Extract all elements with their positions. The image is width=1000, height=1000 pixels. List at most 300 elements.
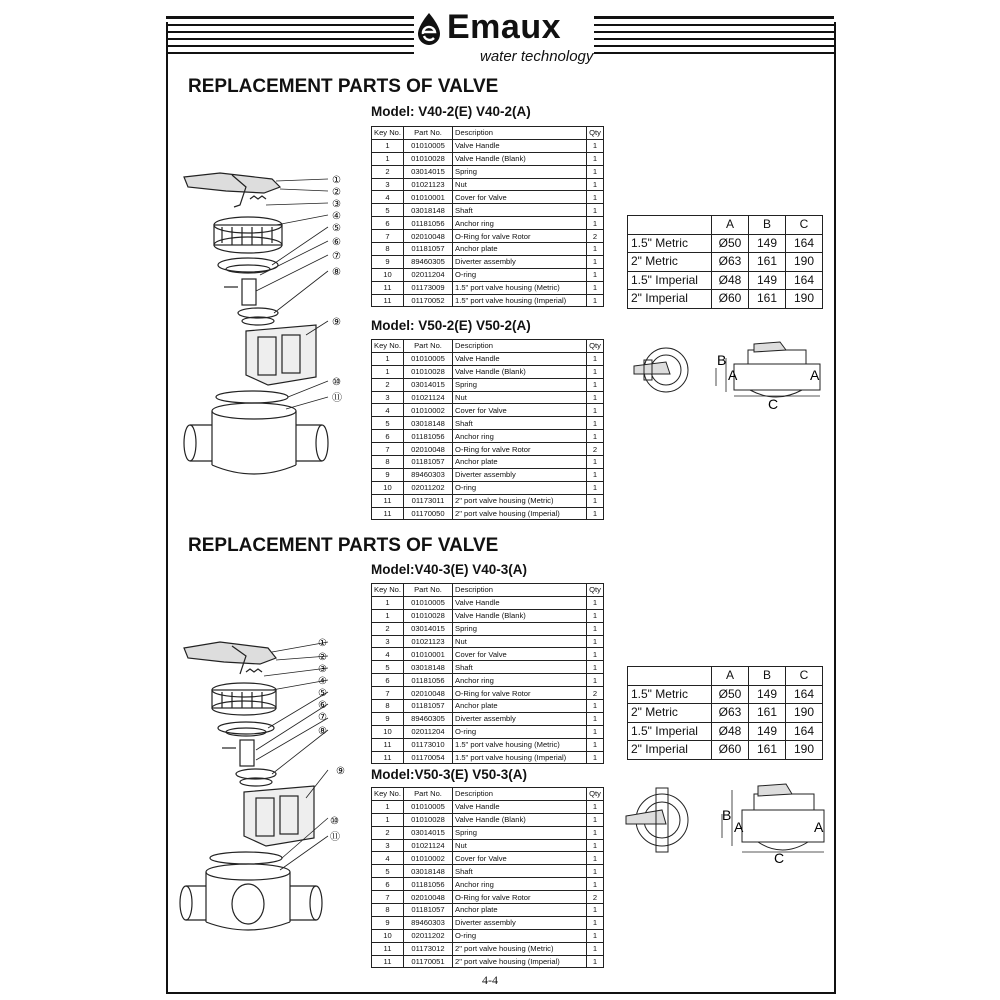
cell-qty: 1 [587, 404, 604, 417]
table-row [372, 674, 604, 687]
cell-part: 02011204 [404, 725, 453, 738]
cell-part: 02010048 [404, 687, 453, 700]
cell-key: 11 [372, 738, 404, 751]
table-row [372, 635, 604, 648]
cell-qty: 1 [587, 865, 604, 878]
dimension-cell-b: 161 [749, 253, 786, 272]
section-title: REPLACEMENT PARTS OF VALVE [188, 535, 499, 556]
table-row [372, 404, 604, 417]
cell-desc: Nut [453, 391, 587, 404]
cell-desc: Anchor plate [453, 456, 587, 469]
cell-qty: 1 [587, 243, 604, 256]
cell-part: 01010028 [404, 609, 453, 622]
cell-key: 8 [372, 904, 404, 917]
callout-3: ③ [332, 199, 341, 210]
cell-part: 01181057 [404, 700, 453, 713]
table-row [372, 443, 604, 456]
dimension-cell-a: Ø48 [712, 722, 749, 741]
callout-9: ⑨ [336, 766, 345, 777]
table-row [372, 661, 604, 674]
dimension-row [628, 685, 823, 704]
callout-11: ⑪ [332, 393, 342, 404]
table-row [372, 891, 604, 904]
cell-key: 9 [372, 255, 404, 268]
dimension-cell-label: 1.5" Metric [628, 685, 712, 704]
cell-key: 7 [372, 891, 404, 904]
cell-key: 2 [372, 622, 404, 635]
cell-desc: Diverter assembly [453, 255, 587, 268]
cell-part: 01170052 [404, 294, 453, 307]
callout-10: ⑩ [330, 816, 339, 827]
cell-qty: 1 [587, 281, 604, 294]
dimension-table [627, 666, 823, 760]
header-rule [594, 45, 834, 47]
cell-part: 01170054 [404, 751, 453, 764]
cell-key: 1 [372, 813, 404, 826]
cell-desc: O-ring [453, 929, 587, 942]
callout-6: ⑥ [318, 700, 327, 711]
cell-qty: 1 [587, 507, 604, 520]
cell-key: 11 [372, 942, 404, 955]
cell-desc: Anchor plate [453, 904, 587, 917]
cell-key: 1 [372, 139, 404, 152]
emaux-logo-icon [414, 10, 444, 46]
table-row [372, 865, 604, 878]
cell-qty: 1 [587, 942, 604, 955]
cell-qty: 1 [587, 700, 604, 713]
dimension-cell-b: 161 [749, 290, 786, 309]
cell-key: 4 [372, 648, 404, 661]
table-row [372, 456, 604, 469]
cell-qty: 1 [587, 255, 604, 268]
cell-desc: Diverter assembly [453, 712, 587, 725]
column-header-part: Part No. [404, 127, 453, 140]
cell-key: 5 [372, 661, 404, 674]
table-header-row [372, 340, 604, 353]
dimension-cell-a: Ø63 [712, 253, 749, 272]
callout-8: ⑧ [332, 267, 341, 278]
callout-1: ① [332, 175, 341, 186]
cell-part: 01010028 [404, 152, 453, 165]
cell-part: 03018148 [404, 204, 453, 217]
cell-key: 8 [372, 700, 404, 713]
dimension-cell-b: 149 [749, 685, 786, 704]
callout-4: ④ [318, 676, 327, 687]
table-row [372, 725, 604, 738]
cell-part: 89460303 [404, 916, 453, 929]
model-title: Model:V40-3(E) V40-3(A) [371, 562, 528, 577]
cell-key: 10 [372, 481, 404, 494]
exploded-view-2way-valve [176, 165, 366, 485]
callout-3: ③ [318, 664, 327, 675]
table-row [372, 826, 604, 839]
cell-desc: 2" port valve housing (Metric) [453, 494, 587, 507]
dimension-row [628, 271, 823, 290]
brand-name: Emaux [447, 8, 561, 46]
cell-part: 01010005 [404, 139, 453, 152]
cell-part: 01010002 [404, 852, 453, 865]
cell-key: 3 [372, 391, 404, 404]
cell-desc: 2" port valve housing (Metric) [453, 942, 587, 955]
cell-part: 01010028 [404, 365, 453, 378]
cell-desc: O-Ring for valve Rotor [453, 687, 587, 700]
cell-part: 01173012 [404, 942, 453, 955]
cell-desc: Valve Handle [453, 596, 587, 609]
cell-key: 11 [372, 294, 404, 307]
parts-table [371, 126, 604, 307]
cell-desc: Shaft [453, 417, 587, 430]
cell-qty: 1 [587, 955, 604, 968]
cell-desc: Cover for Valve [453, 852, 587, 865]
dimension-corner-cell [628, 667, 712, 686]
table-row [372, 700, 604, 713]
dimension-cell-label: 1.5" Imperial [628, 722, 712, 741]
dimension-cell-a: Ø63 [712, 704, 749, 723]
table-row [372, 738, 604, 751]
cell-qty: 2 [587, 230, 604, 243]
cell-desc: 1.5" port valve housing (Imperial) [453, 294, 587, 307]
table-row [372, 507, 604, 520]
table-row [372, 139, 604, 152]
column-header-key: Key No. [372, 340, 404, 353]
dimension-column-header: B [749, 667, 786, 686]
dimension-cell-a: Ø48 [712, 271, 749, 290]
cell-part: 01181056 [404, 217, 453, 230]
dimension-cell-label: 2" Metric [628, 704, 712, 723]
cell-key: 9 [372, 712, 404, 725]
cell-qty: 1 [587, 635, 604, 648]
cell-part: 03018148 [404, 661, 453, 674]
table-row [372, 294, 604, 307]
table-row [372, 165, 604, 178]
callout-4: ④ [332, 211, 341, 222]
dimension-cell-c: 190 [786, 741, 823, 760]
brand-tagline: water technology [480, 48, 594, 65]
cell-qty: 1 [587, 468, 604, 481]
dimension-cell-a: Ø50 [712, 234, 749, 253]
cell-qty: 1 [587, 800, 604, 813]
cell-part: 02011204 [404, 268, 453, 281]
cell-key: 6 [372, 217, 404, 230]
table-row [372, 916, 604, 929]
cell-qty: 1 [587, 494, 604, 507]
cell-desc: O-ring [453, 481, 587, 494]
table-row [372, 178, 604, 191]
header-rule [166, 45, 416, 47]
callout-7: ⑦ [332, 251, 341, 262]
cell-desc: Valve Handle (Blank) [453, 152, 587, 165]
cell-qty: 1 [587, 916, 604, 929]
cell-part: 01181057 [404, 456, 453, 469]
cell-qty: 1 [587, 904, 604, 917]
table-row [372, 813, 604, 826]
cell-qty: 1 [587, 826, 604, 839]
cell-part: 01021124 [404, 391, 453, 404]
table-row [372, 352, 604, 365]
cell-desc: Anchor plate [453, 243, 587, 256]
cell-desc: O-Ring for valve Rotor [453, 891, 587, 904]
cell-desc: Anchor ring [453, 217, 587, 230]
cell-desc: Nut [453, 839, 587, 852]
cell-key: 7 [372, 230, 404, 243]
cell-qty: 1 [587, 268, 604, 281]
table-header-row [372, 788, 604, 801]
cell-desc: 2" port valve housing (Imperial) [453, 955, 587, 968]
cell-desc: Valve Handle (Blank) [453, 813, 587, 826]
dimension-labels [722, 807, 824, 866]
dimension-column-header: A [712, 667, 749, 686]
table-row [372, 494, 604, 507]
cell-key: 9 [372, 468, 404, 481]
dimension-cell-label: 1.5" Metric [628, 234, 712, 253]
table-row [372, 839, 604, 852]
cell-qty: 1 [587, 352, 604, 365]
table-row [372, 281, 604, 294]
cell-part: 01010001 [404, 191, 453, 204]
exploded-view-3way-valve [176, 632, 366, 937]
cell-desc: O-ring [453, 725, 587, 738]
cell-key: 6 [372, 430, 404, 443]
table-row [372, 852, 604, 865]
table-row [372, 904, 604, 917]
cell-part: 01021123 [404, 635, 453, 648]
cell-key: 9 [372, 916, 404, 929]
cell-key: 7 [372, 443, 404, 456]
cell-part: 01010002 [404, 404, 453, 417]
cell-qty: 1 [587, 152, 604, 165]
cell-key: 10 [372, 725, 404, 738]
parts-table [371, 787, 604, 968]
column-header-qty: Qty [587, 127, 604, 140]
callout-labels [318, 638, 345, 843]
column-header-desc: Description [453, 127, 587, 140]
cell-desc: Shaft [453, 661, 587, 674]
cell-desc: Anchor plate [453, 700, 587, 713]
callout-2: ② [318, 652, 327, 663]
cell-part: 01173011 [404, 494, 453, 507]
dim-label-a: A [728, 367, 738, 383]
table-row [372, 687, 604, 700]
column-header-qty: Qty [587, 584, 604, 597]
cell-qty: 2 [587, 687, 604, 700]
dimension-cell-c: 164 [786, 685, 823, 704]
dimension-cell-label: 2" Imperial [628, 741, 712, 760]
dimension-cell-c: 190 [786, 704, 823, 723]
table-row [372, 230, 604, 243]
cell-part: 03018148 [404, 417, 453, 430]
callout-11: ⑪ [330, 832, 340, 843]
cell-desc: 1.5" port valve housing (Metric) [453, 281, 587, 294]
cell-part: 01021124 [404, 839, 453, 852]
cell-part: 03014015 [404, 165, 453, 178]
cell-part: 89460305 [404, 255, 453, 268]
cell-key: 5 [372, 865, 404, 878]
cell-qty: 1 [587, 204, 604, 217]
cell-part: 01173010 [404, 738, 453, 751]
cell-key: 6 [372, 674, 404, 687]
dimension-header-row [628, 667, 823, 686]
column-header-key: Key No. [372, 788, 404, 801]
cell-key: 10 [372, 929, 404, 942]
dimension-cell-label: 1.5" Imperial [628, 271, 712, 290]
column-header-qty: Qty [587, 788, 604, 801]
page-number: 4-4 [482, 973, 498, 987]
header-rule [166, 52, 416, 54]
model-title: Model: V40-2(E) V40-2(A) [371, 104, 531, 119]
cell-qty: 1 [587, 456, 604, 469]
cell-desc: Spring [453, 622, 587, 635]
cell-qty: 1 [587, 839, 604, 852]
cell-desc: Cover for Valve [453, 648, 587, 661]
cell-qty: 1 [587, 294, 604, 307]
dimension-column-header: C [786, 216, 823, 235]
cell-key: 8 [372, 243, 404, 256]
cell-part: 01010028 [404, 813, 453, 826]
table-row [372, 378, 604, 391]
callout-5: ⑤ [318, 688, 327, 699]
cell-key: 10 [372, 268, 404, 281]
cell-part: 01181057 [404, 243, 453, 256]
dimension-row [628, 722, 823, 741]
cell-qty: 1 [587, 391, 604, 404]
parts-table [371, 339, 604, 520]
table-row [372, 268, 604, 281]
cell-qty: 1 [587, 648, 604, 661]
cell-qty: 1 [587, 712, 604, 725]
column-header-part: Part No. [404, 788, 453, 801]
table-row [372, 955, 604, 968]
cell-key: 11 [372, 494, 404, 507]
column-header-part: Part No. [404, 584, 453, 597]
dimension-cell-c: 190 [786, 253, 823, 272]
dimension-cell-label: 2" Metric [628, 253, 712, 272]
column-header-key: Key No. [372, 127, 404, 140]
table-row [372, 430, 604, 443]
cell-key: 1 [372, 152, 404, 165]
dimension-cell-a: Ø60 [712, 290, 749, 309]
cell-key: 1 [372, 352, 404, 365]
cell-key: 4 [372, 191, 404, 204]
cell-part: 01181056 [404, 430, 453, 443]
cell-part: 01170050 [404, 507, 453, 520]
cell-desc: Nut [453, 635, 587, 648]
cell-part: 01181056 [404, 878, 453, 891]
cell-desc: Shaft [453, 865, 587, 878]
table-row [372, 942, 604, 955]
dimension-cell-b: 149 [749, 722, 786, 741]
cell-qty: 1 [587, 378, 604, 391]
table-row [372, 152, 604, 165]
cell-part: 01010005 [404, 352, 453, 365]
column-header-part: Part No. [404, 340, 453, 353]
header-rule [594, 52, 834, 54]
dimension-row [628, 253, 823, 272]
dimension-row [628, 704, 823, 723]
cell-part: 01010001 [404, 648, 453, 661]
dim-label-c: C [774, 850, 785, 866]
dimension-cell-c: 164 [786, 722, 823, 741]
cell-part: 89460303 [404, 468, 453, 481]
cell-part: 02010048 [404, 230, 453, 243]
cell-part: 89460305 [404, 712, 453, 725]
dim-label-a: A [814, 819, 824, 835]
cell-qty: 1 [587, 165, 604, 178]
cell-desc: Shaft [453, 204, 587, 217]
dimension-corner-cell [628, 216, 712, 235]
cell-desc: Anchor ring [453, 878, 587, 891]
table-row [372, 417, 604, 430]
dimension-row [628, 234, 823, 253]
cell-desc: Cover for Valve [453, 404, 587, 417]
cell-qty: 1 [587, 217, 604, 230]
cell-key: 11 [372, 751, 404, 764]
cell-desc: Cover for Valve [453, 191, 587, 204]
dimension-cell-a: Ø60 [712, 741, 749, 760]
dimension-cell-label: 2" Imperial [628, 290, 712, 309]
cell-qty: 1 [587, 674, 604, 687]
dimension-column-header: B [749, 216, 786, 235]
table-header-row [372, 127, 604, 140]
dimension-cell-b: 149 [749, 271, 786, 290]
table-row [372, 596, 604, 609]
dimension-row [628, 741, 823, 760]
cell-key: 5 [372, 204, 404, 217]
cell-key: 11 [372, 955, 404, 968]
cell-desc: Spring [453, 165, 587, 178]
cell-desc: Anchor ring [453, 674, 587, 687]
cell-key: 2 [372, 378, 404, 391]
cell-part: 01010005 [404, 800, 453, 813]
cell-desc: Spring [453, 826, 587, 839]
cell-part: 03018148 [404, 865, 453, 878]
column-header-desc: Description [453, 788, 587, 801]
dim-label-b: B [717, 352, 727, 368]
cell-desc: O-Ring for valve Rotor [453, 230, 587, 243]
cell-qty: 1 [587, 852, 604, 865]
callout-10: ⑩ [332, 377, 341, 388]
cell-part: 02010048 [404, 891, 453, 904]
callout-labels [332, 175, 342, 404]
cell-qty: 2 [587, 443, 604, 456]
dimension-cell-b: 149 [749, 234, 786, 253]
cell-part: 02010048 [404, 443, 453, 456]
column-header-qty: Qty [587, 340, 604, 353]
table-row [372, 365, 604, 378]
column-header-desc: Description [453, 584, 587, 597]
dimension-cell-b: 161 [749, 704, 786, 723]
table-row [372, 468, 604, 481]
dimension-drawing-2way [630, 338, 830, 418]
table-row [372, 800, 604, 813]
cell-desc: Valve Handle (Blank) [453, 365, 587, 378]
cell-key: 1 [372, 365, 404, 378]
dimension-cell-c: 164 [786, 271, 823, 290]
cell-desc: Valve Handle (Blank) [453, 609, 587, 622]
dimension-column-header: C [786, 667, 823, 686]
cell-desc: Spring [453, 378, 587, 391]
section-title: REPLACEMENT PARTS OF VALVE [188, 76, 499, 97]
cell-desc: Valve Handle [453, 139, 587, 152]
cell-desc: O-ring [453, 268, 587, 281]
parts-table [371, 583, 604, 764]
cell-key: 2 [372, 826, 404, 839]
callout-1: ① [318, 638, 327, 649]
table-row [372, 712, 604, 725]
table-row [372, 751, 604, 764]
cell-key: 7 [372, 687, 404, 700]
column-header-key: Key No. [372, 584, 404, 597]
table-row [372, 609, 604, 622]
